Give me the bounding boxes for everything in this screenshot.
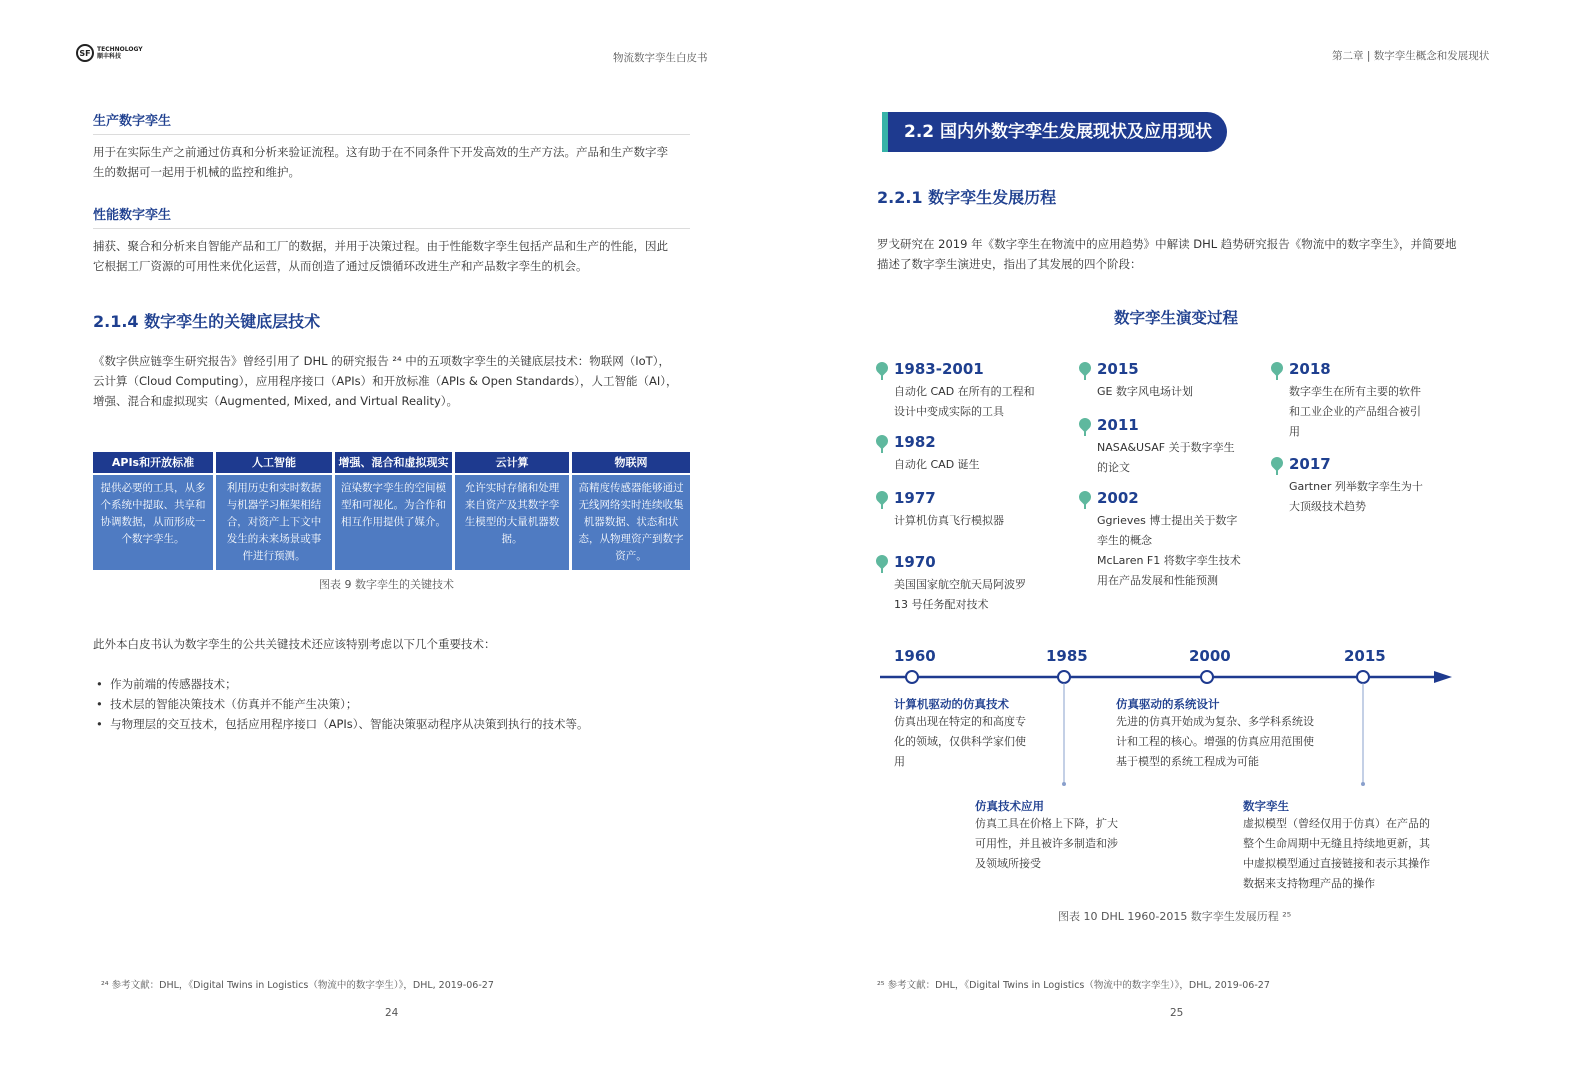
event-year: 2017 (1289, 455, 1331, 473)
phase-desc-line: 中虚拟模型通过直接链接和表示其操作 (1243, 857, 1430, 870)
text-line: 描述了数字孪生演进史，指出了其发展的四个阶段： (877, 257, 1142, 271)
event-desc-line: NASA&USAF 关于数字孪生 (1097, 441, 1235, 454)
phase-system-design (1116, 696, 1346, 772)
list-item: • 与物理层的交互技术，包括应用程序接口（APIs）、智能决策驱动程序从决策到执行的技术等。 (96, 717, 589, 731)
event-desc-line: 设计中变成实际的工具 (894, 405, 1004, 418)
text-line: 增强、混合和虚拟现实（Augmented, Mixed, and Virtual Reality）。 (93, 394, 459, 408)
subsection-heading: 2.2.1 数字孪生发展历程 (877, 188, 1057, 207)
event-desc-line: 大顶级技术趋势 (1289, 500, 1366, 513)
diagram-title: 数字孪生演变过程 (1114, 309, 1239, 327)
tech-column-head: APIs和开放标准 (93, 452, 213, 473)
tech-column-body: 允许实时存储和处理来自资产及其数字孪生模型的大量机器数据。 (455, 475, 569, 570)
right-page (794, 0, 1587, 1077)
phase-desc (1243, 814, 1473, 894)
text-line: 罗戈研究在 2019 年《数字孪生在物流中的应用趋势》中解读 DHL 趋势研究报告《物流中的数字孪生》，并简要地 (877, 237, 1457, 251)
company-logo (76, 44, 143, 62)
phase-title: 计算机驱动的仿真技术 (894, 697, 1009, 711)
bullet-list (96, 674, 696, 734)
event-year: 1982 (894, 433, 936, 451)
logo-mark: SF (76, 44, 94, 62)
tech-column-head: 人工智能 (216, 452, 332, 473)
event-desc-line: 用在产品发展和性能预测 (1097, 574, 1218, 587)
divider (93, 134, 690, 135)
header-title: 物流数字孪生白皮书 (613, 52, 708, 64)
text-line: 它根据工厂资源的可用性来优化运营，从而创造了通过反馈循环改进生产和产品数字孪生的机会。 (93, 259, 588, 273)
logo-line-1: TECHNOLOGY (97, 46, 143, 53)
left-page (0, 0, 793, 1077)
tech-column-iot (572, 452, 690, 570)
phase-desc-line: 整个生命周期中无缝且持续地更新，其 (1243, 837, 1430, 850)
event-desc-line: 自动化 CAD 在所有的工程和 (894, 385, 1035, 398)
phase-desc-line: 数据来支持物理产品的操作 (1243, 877, 1375, 890)
event-desc-line: Gartner 列举数字孪生为十 (1289, 480, 1423, 493)
section-heading-key-tech: 2.1.4 数字孪生的关键底层技术 (93, 312, 321, 331)
section-heading-production: 生产数字孪生 (93, 114, 172, 129)
timeline-arrow-icon (1434, 671, 1452, 683)
text-line: 《数字供应链孪生研究报告》曾经引用了 DHL 的研究报告 ²⁴ 中的五项数字孪生的关键底层技术：物联网（IoT）， (93, 354, 670, 368)
phase-computer-simulation (894, 696, 1054, 772)
phase-title: 仿真驱动的系统设计 (1116, 697, 1220, 711)
text-line: 捕获、聚合和分析来自智能产品和工厂的数据，并用于决策过程。由于性能数字孪生包括产品和生产的性能，因此 (93, 239, 668, 253)
event-desc (894, 511, 1064, 531)
phase-desc (894, 712, 1054, 772)
extra-text: 此外本白皮书认为数字孪生的公共关键技术还应该特别考虑以下几个重要技术： (93, 637, 496, 651)
event-year: 1983-2001 (894, 360, 984, 378)
tech-column-body: 渲染数字孪生的空间模型和可视化。为合作和相互作用提供了媒介。 (335, 475, 452, 570)
event-year: 2002 (1097, 489, 1139, 507)
location-pin-icon (1079, 418, 1091, 438)
footnote: ²⁴ 参考文献：DHL，《Digital Twins in Logistics（物流中的数字孪生）》，DHL, 2019-06-27 (101, 980, 494, 991)
phase-desc-line: 仿真出现在特定的和高度专 (894, 715, 1026, 728)
event-year: 1977 (894, 489, 936, 507)
section-text-production (93, 142, 693, 182)
event-desc-line: 孪生的概念 (1097, 534, 1152, 547)
event-desc-line: 13 号任务配对技术 (894, 598, 989, 611)
list-item-text: 与物理层的交互技术，包括应用程序接口（APIs）、智能决策驱动程序从决策到执行的技术等。 (110, 717, 589, 731)
event-desc (894, 382, 1064, 422)
intro-paragraph (93, 351, 693, 411)
figure-caption: 图表 9 数字孪生的关键技术 (319, 578, 454, 591)
event-desc (894, 455, 1064, 475)
timeline-year: 1960 (894, 647, 936, 665)
timeline-node (1058, 671, 1070, 683)
text-line: 用于在实际生产之前通过仿真和分析来验证流程。这有助于在不同条件下开发高效的生产方法。产品和生产数字孪 (93, 145, 668, 159)
location-pin-icon (1079, 362, 1091, 382)
event-desc (1097, 438, 1267, 478)
event-desc-line: McLaren F1 将数字孪生技术 (1097, 554, 1241, 567)
list-item-text: 技术层的智能决策技术（仿真并不能产生决策）； (110, 697, 358, 711)
phase-desc (1116, 712, 1346, 772)
event-year: 1970 (894, 553, 936, 571)
header-title: 第二章 | 数字孪生概念和发展现状 (1332, 50, 1490, 62)
event-desc (1097, 382, 1267, 402)
tech-column-xr (335, 452, 452, 570)
section-heading-performance: 性能数字孪生 (93, 208, 172, 223)
timeline-year: 2015 (1344, 647, 1386, 665)
page-number: 25 (1170, 1007, 1184, 1019)
list-item: • 作为前端的传感器技术； (96, 677, 237, 691)
event-desc-line: 数字孪生在所有主要的软件 (1289, 385, 1421, 398)
timeline-year: 1985 (1046, 647, 1088, 665)
timeline-node (1357, 671, 1369, 683)
timeline-year: 2000 (1189, 647, 1231, 665)
phase-desc-line: 用 (894, 755, 905, 768)
phase-desc-line: 计和工程的核心。增强的仿真应用范围使 (1116, 735, 1314, 748)
phase-desc (975, 814, 1145, 874)
section-banner: 2.2 国内外数字孪生发展现状及应用现状 (882, 112, 1227, 152)
phase-desc-line: 可用性，并且被许多制造和涉 (975, 837, 1118, 850)
tech-column-apis (93, 452, 213, 570)
location-pin-icon (876, 435, 888, 455)
list-item: • 技术层的智能决策技术（仿真并不能产生决策）； (96, 697, 358, 711)
page-number: 24 (385, 1007, 399, 1019)
timeline-node (906, 671, 918, 683)
event-desc (1097, 511, 1267, 591)
tech-column-cloud (455, 452, 569, 570)
event-desc-line: 用 (1289, 425, 1300, 438)
location-pin-icon (876, 491, 888, 511)
phase-desc-line: 仿真工具在价格上下降，扩大 (975, 817, 1118, 830)
tech-column-body: 提供必要的工具，从多个系统中提取、共享和协调数据，从而形成一个数字孪生。 (93, 475, 213, 570)
phase-desc-line: 化的领域，仅供科学家们使 (894, 735, 1026, 748)
event-year: 2011 (1097, 416, 1139, 434)
text-line: 生的数据可一起用于机械的监控和维护。 (93, 165, 300, 179)
tech-column-body: 高精度传感器能够通过无线网络实时连续收集机器数据、状态和状态，从物理资产到数字资产。 (572, 475, 690, 570)
tech-column-head: 物联网 (572, 452, 690, 473)
location-pin-icon (876, 555, 888, 575)
text-line: 云计算（Cloud Computing），应用程序接口（APIs）和开放标准（APIs & Open Standards），人工智能（AI）， (93, 374, 678, 388)
logo-line-2: 顺丰科技 (97, 53, 122, 60)
logo-text (97, 46, 143, 60)
phase-desc-line: 及领域所接受 (975, 857, 1041, 870)
phase-title: 仿真技术应用 (975, 799, 1044, 813)
footnote: ²⁵ 参考文献：DHL，《Digital Twins in Logistics（物流中的数字孪生）》，DHL, 2019-06-27 (877, 980, 1270, 991)
section-text-performance (93, 236, 693, 276)
event-desc-line: 的论文 (1097, 461, 1130, 474)
timeline-connector-end (1062, 782, 1066, 786)
timeline-connector-end (1361, 782, 1365, 786)
tech-column-body: 利用历史和实时数据与机器学习框架相结合，对资产上下文中发生的未来场景或事件进行预测。 (216, 475, 332, 570)
figure-caption: 图表 10 DHL 1960-2015 数字孪生发展历程 ²⁵ (1058, 910, 1292, 923)
event-desc-line: Ggrieves 博士提出关于数字 (1097, 514, 1238, 527)
event-desc-line: 美国国家航空航天局阿波罗 (894, 578, 1026, 591)
phase-desc-line: 虚拟模型（曾经仅用于仿真）在产品的 (1243, 817, 1430, 830)
event-desc (1289, 477, 1459, 517)
phase-digital-twin (1243, 798, 1473, 894)
location-pin-icon (1271, 457, 1283, 477)
phase-simulation-application (975, 798, 1145, 874)
tech-column-head: 云计算 (455, 452, 569, 473)
intro-paragraph (877, 234, 1487, 274)
phase-title: 数字孪生 (1243, 799, 1289, 813)
location-pin-icon (1079, 491, 1091, 511)
event-desc-line: 计算机仿真飞行模拟器 (894, 514, 1004, 527)
event-desc-line: 和工业企业的产品组合被引 (1289, 405, 1421, 418)
event-year: 2018 (1289, 360, 1331, 378)
event-desc (894, 575, 1064, 615)
tech-column-head: 增强、混合和虚拟现实 (335, 452, 452, 473)
location-pin-icon (876, 362, 888, 382)
phase-desc-line: 基于模型的系统工程成为可能 (1116, 755, 1259, 768)
event-desc-line: 自动化 CAD 诞生 (894, 458, 980, 471)
tech-column-ai (216, 452, 332, 570)
event-desc (1289, 382, 1459, 442)
timeline-node (1201, 671, 1213, 683)
phase-desc-line: 先进的仿真开始成为复杂、多学科系统设 (1116, 715, 1314, 728)
divider (93, 228, 690, 229)
list-item-text: 作为前端的传感器技术； (110, 677, 237, 691)
event-desc-line: GE 数字风电场计划 (1097, 385, 1193, 398)
location-pin-icon (1271, 362, 1283, 382)
event-year: 2015 (1097, 360, 1139, 378)
